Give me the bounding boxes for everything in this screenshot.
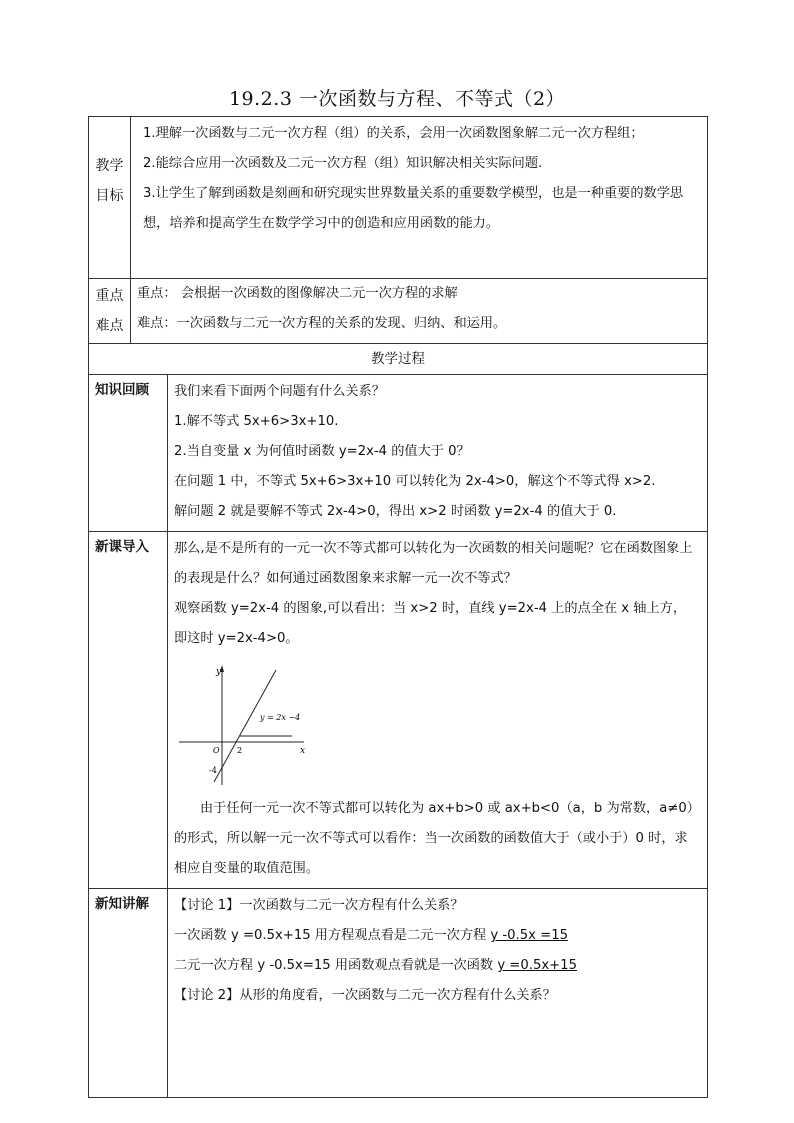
answer-function: y =0.5x+15	[497, 958, 577, 973]
discussion-1-line-3: 二元一次方程 y -0.5x=15 用函数观点看就是一次函数 y =0.5x+15	[174, 958, 577, 973]
key-content	[131, 279, 708, 344]
lesson-plan-table	[88, 116, 708, 1098]
discussion-2: 【讨论 2】从形的角度看，一次函数与二元一次方程有什么关系？	[174, 988, 556, 1003]
goal-line-2: 2.能综合应用一次函数及二元一次方程（组）知识解决相关实际问题.	[143, 156, 543, 171]
new-content	[168, 889, 708, 1098]
goal-line-3: 3.让学生了解到函数是刻画和研究现实世界数量关系的重要数学模型，也是一种重要的数学思想，培养和提高学生在数学学习中的创造和应用函数的能力。	[143, 186, 684, 231]
intro-para-1: 那么,是不是所有的一元一次不等式都可以转化为一次函数的相关问题呢？它在函数图象上的表现是什么？如何通过函数图象来求解一元一次不等式？	[174, 541, 693, 586]
goals-label: 教学 目标	[89, 117, 131, 279]
process-header-row	[89, 344, 708, 375]
review-row	[89, 375, 708, 532]
key-point: 重点： 会根据一次函数的图像解决二元一次方程的求解	[137, 286, 458, 301]
answer-equation: y -0.5x =15	[490, 928, 568, 943]
difficult-point: 难点：一次函数与二元一次方程的关系的发现、归纳、和运用。	[137, 316, 507, 331]
new-label: 新知讲解	[89, 889, 168, 1098]
y-axis-label: y	[216, 667, 222, 677]
function-graph	[174, 660, 314, 790]
goals-row	[89, 117, 708, 279]
intro-row	[89, 532, 708, 889]
intro-para-2: 观察函数 y=2x-4 的图象,可以看出：当 x>2 时，直线 y=2x-4 上的点全在 x 轴上方，即这时 y=2x-4>0。	[174, 601, 687, 646]
line-label: y = 2x −4	[260, 713, 301, 722]
review-content: 我们来看下面两个问题有什么关系？ 1.解不等式 5x+6>3x+10. 2.当自变量 x 为何值时函数 y=2x-4 的值大于 0？ 在问题 1 中，不等式 5x+6>3x+10 可以转化为 2x-4>0，解这个不等式得 x>2. 解问题 2 就是要解不等式 2x-4>0，得出 x>2 时函数 y=2x-4 的值大于 0.	[168, 375, 708, 532]
y-tick-label: -4	[209, 766, 217, 775]
intro-content	[168, 532, 708, 889]
x-axis-label: x	[300, 746, 306, 756]
intro-label: 新课导入	[89, 532, 168, 889]
intro-para-3: 由于任何一元一次不等式都可以转化为 ax+b>0 或 ax+b<0（a，b 为常数，a≠0）的形式，所以解一元一次不等式可以看作：当一次函数的函数值大于（或小于）0 时，求相应自变量的取值范围。	[174, 801, 694, 876]
review-label: 知识回顾	[89, 375, 168, 532]
goals-content	[131, 117, 708, 279]
page-title: 19.2.3 一次函数与方程、不等式（2）	[228, 88, 566, 110]
process-header: 教学过程	[89, 344, 708, 375]
discussion-1-line-2: 一次函数 y =0.5x+15 用方程观点看是二元一次方程 y -0.5x =15	[174, 928, 568, 943]
origin-label: O	[213, 746, 220, 755]
new-row	[89, 889, 708, 1098]
x-tick-label: 2	[237, 746, 243, 755]
key-row	[89, 279, 708, 344]
goal-line-1: 1.理解一次函数与二元一次方程（组）的关系，会用一次函数图象解二元一次方程组；	[143, 126, 644, 141]
function-line	[214, 670, 276, 782]
discussion-1: 【讨论 1】一次函数与二元一次方程有什么关系？	[174, 898, 464, 913]
key-label: 重点 难点	[89, 279, 131, 344]
